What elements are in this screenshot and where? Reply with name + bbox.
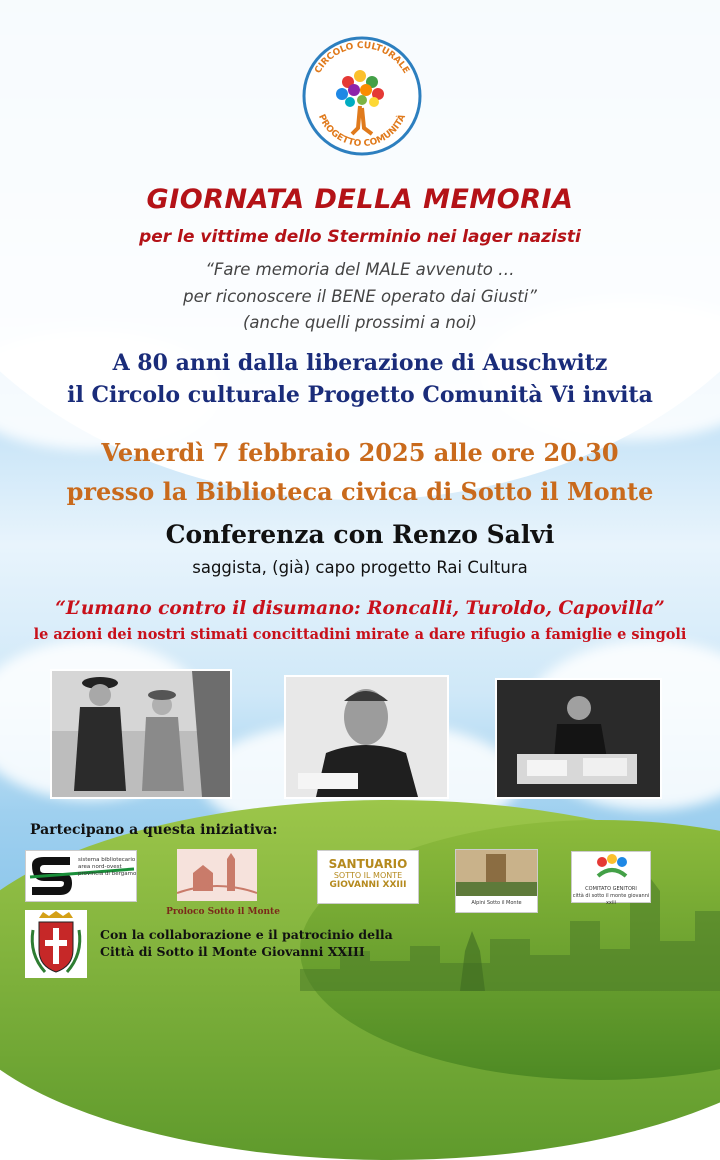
alpini-tower-icon <box>456 850 537 896</box>
event-date: Venerdì 7 febbraio 2025 alle ore 20.30 <box>101 438 619 467</box>
sponsor-proloco-logo <box>166 849 280 917</box>
proloco-caption: Proloco Sotto il Monte <box>166 907 280 917</box>
city-coat-of-arms-icon <box>25 910 87 978</box>
talk-description: le azioni dei nostri stimati concittadini mirate a dare rifugio a famiglie e singoli <box>33 626 687 643</box>
event-subtitle: per le vittime dello Sterminio nei lager nazisti <box>139 227 581 247</box>
logo-top-text: CIRCOLO CULTURALE <box>313 40 411 76</box>
sponsor-alpini-logo <box>455 849 538 913</box>
circolo-culturale-logo <box>296 30 428 162</box>
talk-title: “L’umano contro il disumano: Roncalli, Turoldo, Capovilla” <box>55 598 665 619</box>
speaker-role: saggista, (già) capo progetto Rai Cultura <box>192 558 528 577</box>
conference-title: Conferenza con Renzo Salvi <box>165 520 555 549</box>
comitato-sub: città di sotto il monte giovanni xxiii <box>572 893 650 906</box>
sponsor-santuario-logo <box>317 850 419 904</box>
proloco-church-icon <box>177 849 257 901</box>
sponsor-comitato-genitori-logo <box>571 851 651 906</box>
santuario-sub2: GIOVANNI XXIII <box>329 880 407 890</box>
quote-line-1: “Fare memoria del MALE avvenuto … <box>205 260 515 279</box>
invitation-line-1: A 80 anni dalla liberazione di Auschwitz <box>112 350 608 376</box>
sb-logo-text: sistema bibliotecario area nord-ovest provincia di bergamo <box>78 857 137 877</box>
patronage-line-2: Città di Sotto il Monte Giovanni XXIII <box>100 944 365 959</box>
participants-label: Partecipano a questa iniziativa: <box>30 822 278 838</box>
alpini-caption: Alpini Sotto il Monte <box>471 900 522 906</box>
invitation-line-2: il Circolo culturale Progetto Comunità Vi invita <box>67 382 653 408</box>
comitato-figures-icon <box>572 852 650 882</box>
logo-bottom-text: PROGETTO COMUNITÀ <box>315 112 409 150</box>
quote-line-2: per riconoscere il BENE operato dai Giusti” <box>183 287 537 306</box>
portrait-photo-man <box>284 675 449 799</box>
santuario-sub: SOTTO IL MONTE <box>333 871 403 880</box>
historic-photo-two-men <box>50 669 232 799</box>
comitato-title: COMITATO GENITORI <box>585 886 637 892</box>
patronage-line-1: Con la collaborazione e il patrocinio della <box>100 927 393 942</box>
event-place: presso la Biblioteca civica di Sotto il Monte <box>66 477 654 506</box>
quote-line-3: (anche quelli prossimi a noi) <box>243 313 477 332</box>
event-title: GIORNATA DELLA MEMORIA <box>146 184 574 215</box>
sponsor-sistema-bibliotecario-logo <box>25 850 137 902</box>
historic-photo-man-at-desk <box>495 678 662 799</box>
santuario-title: SANTUARIO <box>328 857 408 871</box>
patronage-text <box>100 926 393 960</box>
